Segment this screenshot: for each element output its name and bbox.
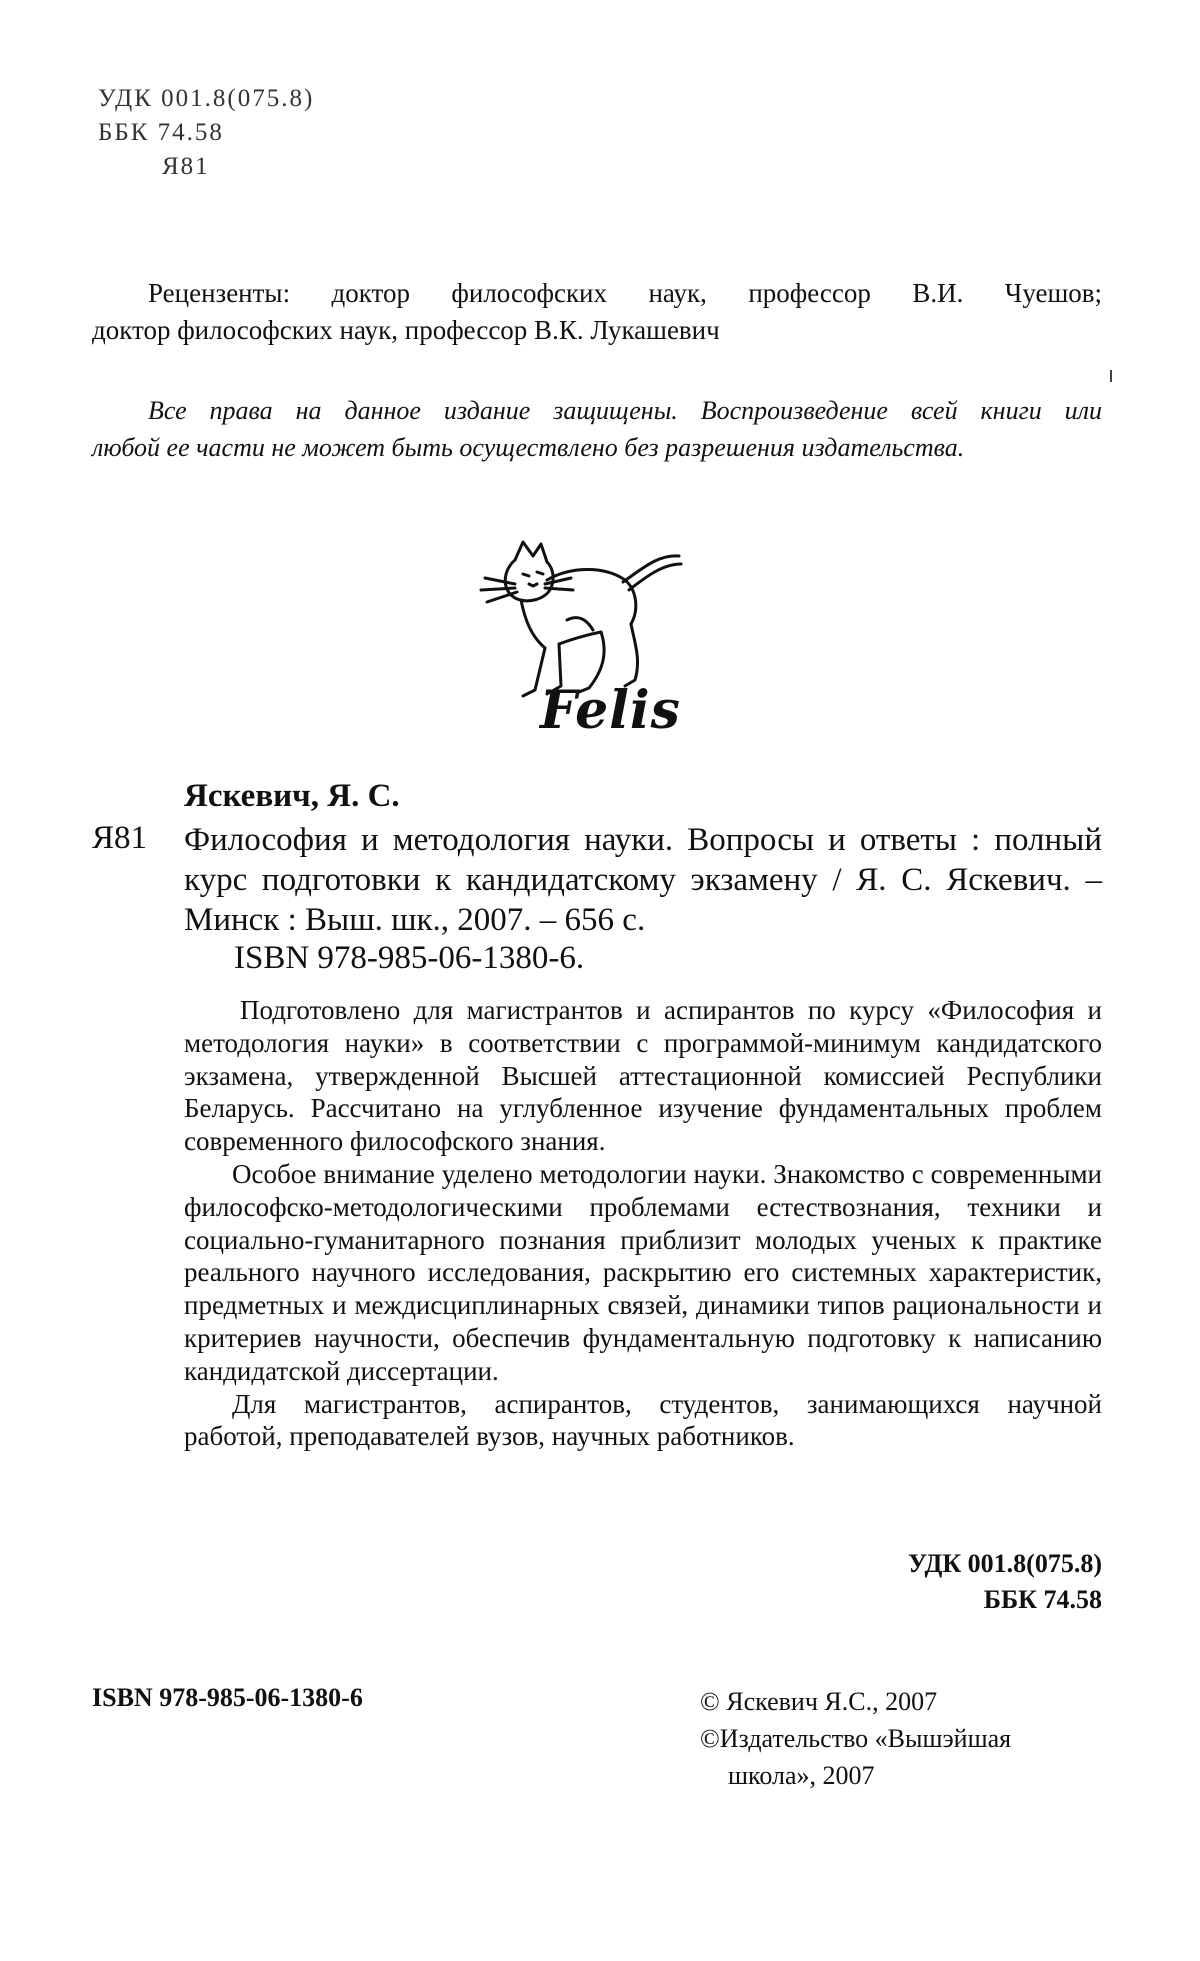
- annotation-paragraph-3: Для магистрантов, аспирантов, студентов, занимающихся научной работой, преподавателей вузов, научных работников.: [184, 1388, 1102, 1452]
- copyright-publisher-year: школа», 2007: [728, 1761, 875, 1790]
- margin-mark: [1110, 370, 1112, 382]
- classification-block: [700, 1546, 1102, 1618]
- copyright-author: © Яскевич Я.С., 2007: [700, 1687, 938, 1716]
- copyright-publisher: ©Издательство «Вышэйшая: [700, 1724, 1012, 1753]
- rights-line-1: Все права на данное издание защищены. Воспроизведение всей книги или: [148, 396, 1102, 425]
- book-isbn: ISBN 978-985-06-1380-6.: [234, 940, 585, 976]
- annotation-paragraph-2: Особое внимание уделено методологии науки. Знакомство с современными философско-методологическими проблемами естествознания, техники и социально-гуманитарного познания приблизит молодых ученых к практике реального научного исследования, раскрытию его системных характеристик, предметных и междисциплинарных связей, динамики типов рациональности и критериев научности, обеспечив фундаментальную подготовку к написанию кандидатской диссертации.: [184, 1158, 1102, 1386]
- udk-classification: УДК 001.8(075.8): [907, 1549, 1102, 1578]
- bbk-classification: ББК 74.58: [983, 1585, 1102, 1614]
- reviewers-line-2: доктор философских наук, профессор В.К. Лукашевич: [92, 315, 720, 345]
- bibliographic-description: Философия и методология науки. Вопросы и ответы : полный курс подготовки к кандидатскому экзамену / Я. С. Яскевич. – Минск : Выш. шк., 2007. – 656 с.: [184, 822, 1102, 938]
- rights-notice: [92, 392, 1102, 466]
- reviewers: [92, 275, 1102, 349]
- header-codes: [98, 82, 314, 184]
- udk-code: УДК 001.8(075.8): [98, 85, 315, 112]
- publisher-logo-text: Felis: [540, 680, 681, 741]
- library-cipher: Я81: [92, 820, 148, 856]
- footer-isbn: ISBN 978-985-06-1380-6: [92, 1683, 363, 1712]
- annotation: [184, 994, 1102, 1453]
- bbk-code: ББК 74.58: [98, 119, 224, 146]
- reviewers-line-1: Рецензенты: доктор философских наук, профессор В.И. Чуешов;: [148, 278, 1102, 308]
- rights-line-2: любой ее части не может быть осуществлено без разрешения издательства.: [92, 433, 965, 462]
- book-author: Яскевич, Я. С.: [184, 778, 400, 814]
- copyright-block: [700, 1683, 1110, 1794]
- author-cipher: Я81: [162, 153, 210, 180]
- annotation-paragraph-1: Подготовлено для магистрантов и аспирантов по курсу «Философия и методология науки» в соответствии с программой-минимум кандидатского экзамена, утвержденной Высшей аттестационной комиссией Республики Беларусь. Рассчитано на углубленное изучение фундаментальных проблем современного философского знания.: [184, 995, 1102, 1157]
